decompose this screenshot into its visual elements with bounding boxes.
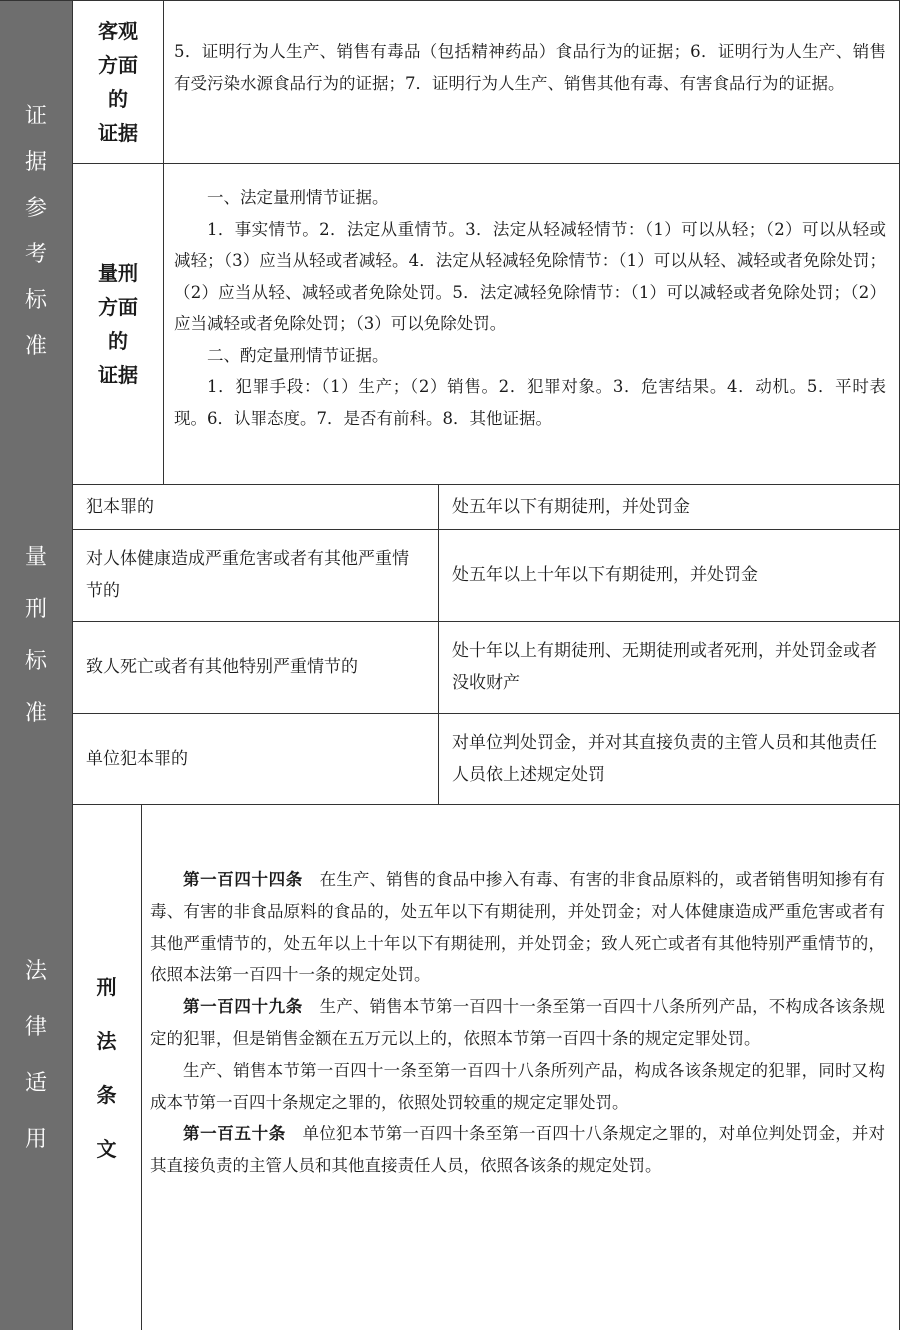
side-char: 适: [24, 1071, 47, 1096]
penalty-section: [0, 484, 900, 804]
evidence-side-label: [0, 0, 73, 484]
penalty-side-label: [0, 484, 73, 804]
law-article: 第一百五十条 单位犯本节第一百四十条至第一百四十八条规定之罪的，对单位判处罚金，并对其直接负责的主管人员和其他直接责任人员，依照各该条的规定处罚。: [150, 1124, 886, 1176]
penalty-condition: 犯本罪的: [86, 496, 154, 517]
law-article: 第一百四十九条 生产、销售本节第一百四十一条至第一百四十八条所列产品，不构成各该条规定的犯罪，但是销售金额在五万元以上的，依照本节第一百四十条的规定定罪处罚。: [150, 997, 886, 1048]
side-char: 参: [24, 196, 47, 221]
law-article: 生产、销售本节第一百四十一条至第一百四十八条所列产品，构成各该条规定的犯罪，同时又构成本节第一百四十条规定之罪的，依照处罚较重的规定定罪处罚。: [150, 1060, 885, 1112]
side-char: 准: [24, 334, 47, 359]
side-char: 标: [24, 288, 47, 313]
side-char: 标: [24, 649, 47, 674]
article-number: 第一百四十九条: [183, 997, 303, 1017]
side-char: 证: [24, 104, 47, 129]
side-char: 准: [24, 701, 47, 726]
law-articles: [150, 864, 885, 1182]
law-article: 第一百四十四条 在生产、销售的食品中掺入有毒、有害的非食品原料的，或者销售明知掺有有毒、有害的非食品原料的食品的，处五年以下有期徒刑，并处罚金；对人体健康造成严重危害或者有其他严重情节的，处五年以上十年以下有期徒刑，并处罚金；致人死亡或者有其他特别严重情节的，依照本法第一百四十一条的规定处罚。: [150, 870, 886, 985]
penalty-punishment: 处五年以上十年以下有期徒刑，并处罚金: [452, 565, 758, 585]
penalty-condition: 致人死亡或者有其他特别严重情节的: [86, 657, 358, 677]
article-number: 第一百五十条: [183, 1124, 286, 1144]
side-char: 据: [24, 150, 47, 175]
penalty-punishment: 处五年以下有期徒刑，并处罚金: [452, 496, 690, 517]
evidence-section: [0, 0, 900, 484]
side-char: 用: [24, 1127, 47, 1152]
sentencing-evidence-text: [174, 182, 886, 434]
paragraph: 一、法定量刑情节证据。: [207, 188, 389, 207]
divider: [163, 0, 164, 484]
law-section: [0, 804, 900, 1330]
law-side-label: [0, 804, 73, 1330]
paragraph: 二、酌定量刑情节证据。: [207, 345, 389, 365]
objective-evidence-text: 5．证明行为人生产、销售有毒品（包括精神药品）食品行为的证据；6．证明行为人生产、销售有受污染水源食品行为的证据；7．证明行为人生产、销售其他有毒、有害食品行为的证据。: [174, 42, 886, 93]
penalty-punishment: 处十年以上有期徒刑、无期徒刑或者死刑，并处罚金或者没收财产: [452, 641, 877, 693]
side-char: 量: [24, 545, 47, 570]
penalty-condition: 单位犯本罪的: [86, 748, 188, 769]
objective-evidence-heading: 客观 方面 的 证据: [98, 19, 138, 145]
paragraph: 1．事实情节。2．法定从重情节。3．法定从轻减轻情节：（1）可以从轻；（2）可以从轻或减轻；（3）应当从轻或者减轻。4．法定从轻减轻免除情节：（1）可以从轻、减轻或者免除处罚；（2）应当从轻、减轻或者免除处罚。5．法定减轻免除情节：（1）可以减轻或者免除处罚；（2）应当减轻或者免除处罚；（3）可以免除处罚。: [174, 219, 886, 333]
paragraph: 1．犯罪手段：（1）生产；（2）销售。2．犯罪对象。3．危害结果。4．动机。5．平时表现。6．认罪态度。7．是否有前科。8．其他证据。: [174, 377, 886, 428]
divider: [141, 804, 142, 1330]
divider: [72, 163, 900, 164]
penalty-condition: 对人体健康造成严重危害或者有其他严重情节的: [86, 549, 409, 601]
sentencing-evidence-heading: 量刑 方面 的 证据: [98, 261, 138, 387]
side-char: 刑: [24, 597, 47, 622]
criminal-law-heading: 刑 法 条 文: [96, 975, 117, 1161]
penalty-punishment: 对单位判处罚金，并对其直接负责的主管人员和其他责任人员依上述规定处罚: [452, 732, 877, 785]
article-number: 第一百四十四条: [183, 870, 303, 889]
divider: [0, 0, 900, 1]
side-char: 律: [24, 1015, 47, 1040]
side-char: 考: [24, 242, 47, 267]
side-char: 法: [24, 959, 47, 984]
